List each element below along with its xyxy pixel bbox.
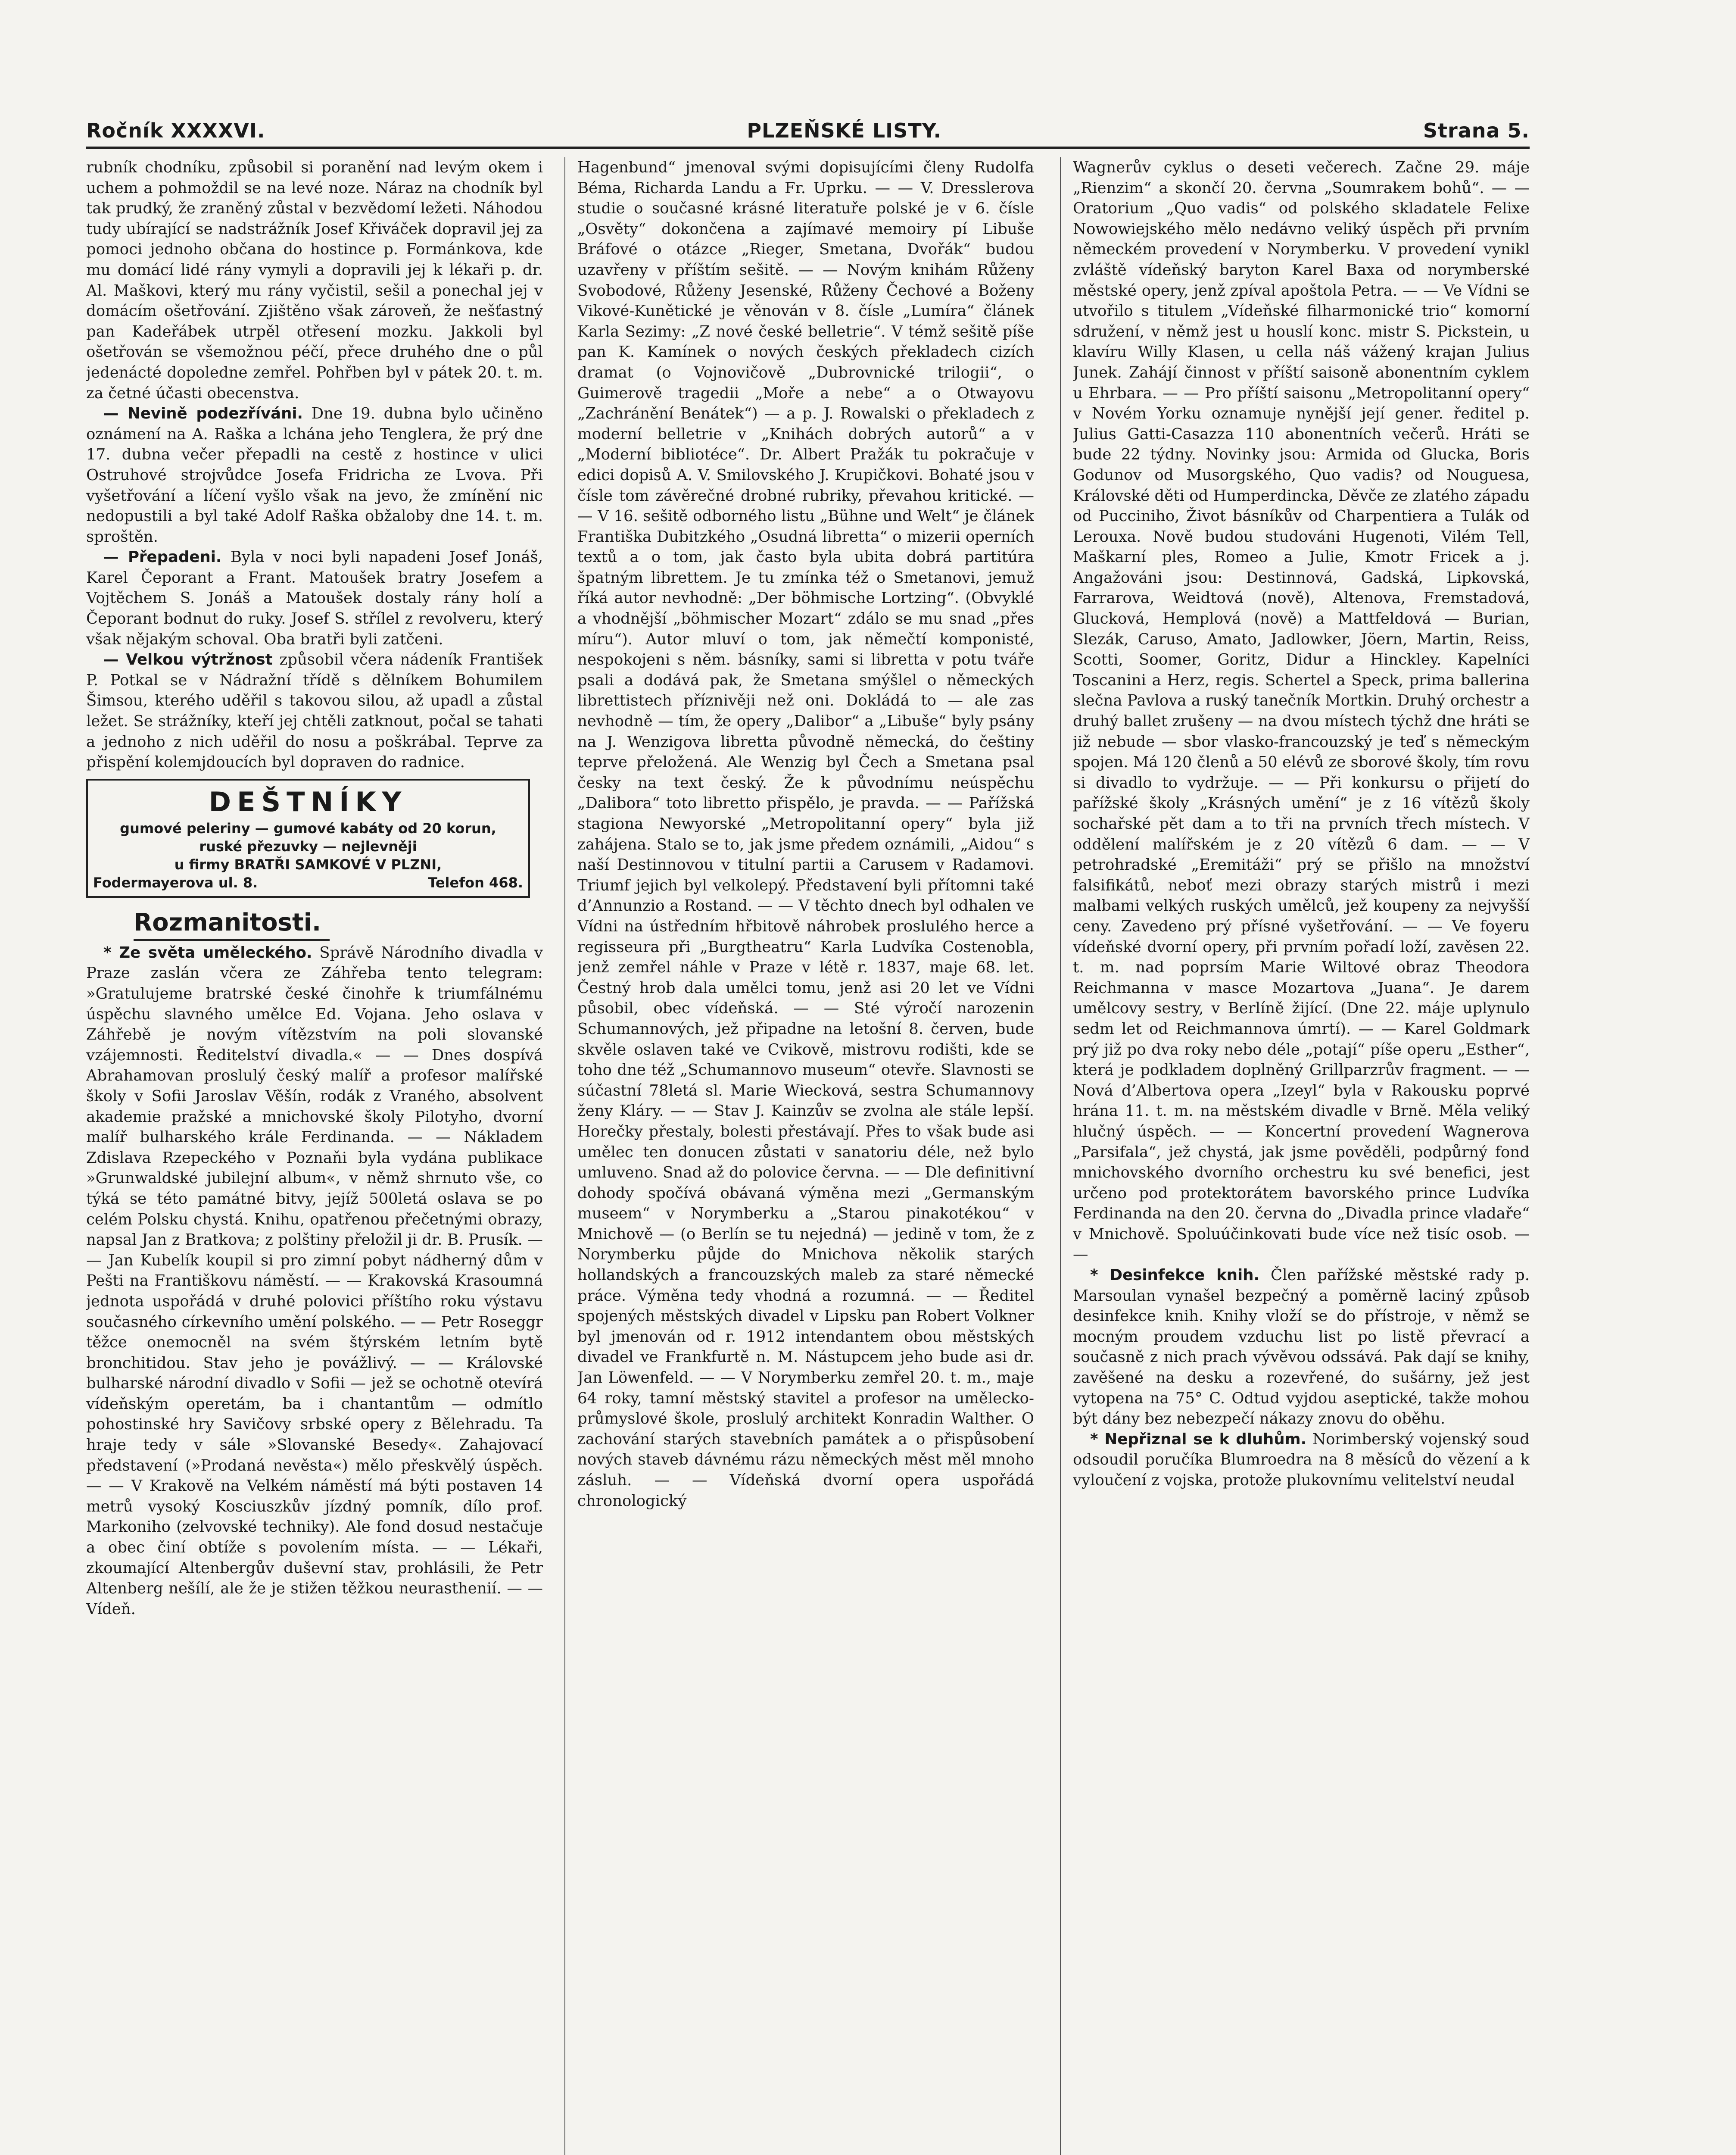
news-item-body: Byla v noci byli napadeni Josef Jonáš, Karel Čeporant a Frant. Matoušek bratry Josefem a Vojtěchem S. Jonáš a Matoušek dostaly rány holí a Čeporant bodnut do ruky. Josef S. střílel z revolveru, který však nějakým schoval. Oba bratři byli zatčeni. (86, 548, 543, 648)
header-rule (86, 147, 1530, 149)
newspaper-page (86, 103, 1530, 2155)
news-item-heading: * Nepřiznal se k dluhům. (1090, 1430, 1307, 1448)
news-item-desinfekce (1073, 1265, 1530, 1429)
ad-contact-row (93, 874, 523, 892)
volume-label: Ročník XXXXVI. (86, 119, 265, 142)
section-heading: Rozmanitosti. (134, 906, 330, 941)
news-item-body: Správě Národního divadla v Praze zaslán včera ze Záhřeba tento telegram: »Gratulujeme bratrské české činohře k triumfálnému úspěchu slavného umělce Ed. Vojana. Jeho oslava v Záhřebě je novým vítězstvím na poli slovanské vzájemnosti. Ředitelství divadla.« — — Dnes dospívá Abrahamovan proslulý český malíř a profesor malířské školy v Sofii Jaroslav Věšín, rodák z Vraného, absolvent akademie pražské a mnichovské školy Pilotyho, dvorní malíř bulharského krále Ferdinanda. — — Nákladem Zdislava Rzepeckého v Poznaňi byla vydána publikace »Grunwaldské jubilejní album«, v němž shrnuto vše, co týká se této památné bitvy, jejíž 500letá oslava se po celém Polsku chystá. Knihu, opatřenou přečetnými obrazy, napsal Jan z Bratkova; z polštiny přeložil ji dr. B. Prusík. — — Jan Kubelík koupil si pro zimní pobyt nádherný dům v Pešti na Františkovu náměstí. — — Krakovská Krasoumná jednota uspořádá v druhé polovici příštího roku výstavu současného církevního umění polského. — — Petr Roseggr těžce onemocněl na svém štýrském letním bytě bronchitidou. Stav jeho je povážlivý. — — Královské bulharské národní divadlo v Sofii — jež se ochotně otevírá vídeňským operetám, ba i chantantům — odmítlo pohostinské hry Savičovy srbské opery z Bělehradu. Ta hraje tedy v sále »Slovanské Besedy«. Zahajovací představení (»Prodaná nevěsta«) mělo přeskvělý úspěch. — — V Krakově na Velkém náměstí má býti postaven 14 metrů vysoký Kosciuszkův jízdný pomník, dílo prof. Markoniho (zelvovské techniky). Ale fond dosud nestačuje a obec činí obtíže s povolením místa. — — Lékaři, zkoumající Altenbergův duševní stav, prohlásili, že Petr Altenberg nešílí, ale že je stižen těžkou neurasthenií. — — Vídeň. (86, 943, 543, 1618)
column-rule-1 (564, 157, 565, 2155)
news-item-body: Člen pařížské městské rady p. Marsoulan vynašel bezpečný a poměrně laciný způsob desinfekce knih. Knihy vloží se do přístroje, v němž se mocným proudem vzduchu list po listě převrací a současně z nich prach vývěvou odssává. Pak dají se knihy, zavěšené na desku a rozevřené, do sušárny, jež jest vytopena na 75° C. Odtud vyjdou aseptické, takže mohou být dány bez nebezpečí nákazy znovu do oběhu. (1073, 1266, 1530, 1428)
news-item-dluhy (1073, 1429, 1530, 1491)
news-item-svet-umelecky (86, 943, 543, 1620)
ad-line: u firmy BRATŘI SAMKOVÉ V PLZNI, (174, 856, 442, 873)
page-number: Strana 5. (1423, 119, 1530, 142)
ad-title: DEŠTNÍKY (209, 786, 408, 818)
article-continuation: Hagenbund“ jmenoval svými dopisujícími členy Rudolfa Béma, Richarda Landu a Fr. Uprku. — — V. Dresslerova studie o současné krásné literatuře polské je v 6. čísle „Osvěty“ dokončena a zajímavé memoiry pí Libuše Bráfové o otázce „Rieger, Smetana, Dvořák“ budou uzavřeny v příštím sešitě. — — Novým knihám Růženy Svobodové, Růženy Jesenské, Růženy Čechové a Boženy Vikové-Kunětické je věnován v 8. čísle „Lumíra“ článek Karla Sezimy: „Z nové české belletrie“. V témž sešitě píše pan K. Kamínek o nových českých překladech cizích dramat (o Vojnovičově „Dubrovnické trilogii“, o Guimerově tragedii „Moře a nebe“ a o Otwayovu „Zachránění Benátek“) — a p. J. Rowalski o překladech z moderní belletrie v „Knihách dobrých autorů“ a v „Moderní bibliotéce“. Dr. Albert Pražák tu pokračuje v edici dopisů A. V. Smilovského J. Krupičkovi. Bohaté jsou v čísle tom závěrečné drobné rubriky, převahou kritické. — — V 16. sešitě odborného listu „Bühne und Welt“ je článek Františka Dubitzkého „Osudná libretta“ o mizerii operních textů a o tom, jak často byla ubita dobrá partitúra špatným librettem. Je tu zmínka též o Smetanovi, jemuž říká autor nevhodně: „Der böhmische Lortzing“. (Obvyklé a vhodnější „böhmischer Mozart“ zdálo se mu snad „přes míru“). Autor mluví o tom, jak němečtí komponisté, nespokojeni s něm. básníky, sami si libretta v potu tváře psali a dodává pak, že Smetana smýšlel o německých librettistech příznivěji než oni. Dokládá to — ale zas nevhodně — tím, že opery „Dalibor“ a „Libuše“ byly psány na J. Wenzigova libretta původně německá, do češtiny teprve přeložená. Ale Wenzig byl Čech a Smetana psal česky na text český. Že k původnímu neúspěchu „Dalibora“ toto libretto přispělo, je pravda. — — Pařížská stagiona Newyorské „Metropolitanní opery“ byla již zahájena. Stalo se to, jak jsme předem oznámili, „Aidou“ s naší Destinnovou v titulní partii a Carusem v Radamovi. Triumf jejich byl velkolepý. Představení byli přítomni také d’Annunzio a Rostand. — — V těchto dnech byl odhalen ve Vídni na ústředním hřbitově náhrobek proslulého herce a regisseura při „Burgtheatru“ Karla Ludvíka Costenobla, jenž zemřel náhle v Praze v létě r. 1837, maje 68. let. Čestný hrob dala umělci tomu, jenž asi 20 let ve Vídni působil, obec vídeňská. — — Sté výročí narozenin Schumannových, jež připadne na letošní 8. červen, bude skvěle oslaven také ve Cvikově, mistrovu rodišti, kde se toho dne též „Schumannovo museum“ otevře. Slavnosti se súčastní 78letá sl. Marie Wiecková, sestra Schumannovy ženy Kláry. — — Stav J. Kainzův se zvolna ale stále lepší. Horečky přestaly, bolesti přestávají. Přes to však bude asi umělec ten donucen zůstati v sanatoriu déle, než bylo umluveno. Snad až do polovice června. — — Dle definitivní dohody spočívá obávaná výměna mezi „Germanským museem“ v Norymberku a „Starou pinakotékou“ v Mnichově — (o Berlín se tu nejedná) — jedině v tom, že z Norymberku půjde do Mnichova několik starých hollandských a francouzských maleb za staré německé práce. Výměna tedy vhodná a rozumná. — — Ředitel spojených městských divadel v Lipsku pan Robert Volkner byl jmenován od r. 1912 intendantem obou městských divadel ve Frankfurtě n. M. Nástupcem jeho bude asi dr. Jan Löwenfeld. — — V Norymberku zemřel 20. t. m., maje 64 roky, tamní městský stavitel a profesor na umělecko-průmyslové škole, proslulý architekt Konradin Walther. O zachování starých stavebních památek a o přispůsobení nových staveb dávnému rázu německých měst měl mnoho zásluh. — — Vídeňská dvorní opera uspořádá chronologický (577, 159, 1034, 1510)
news-item-heading: — Nevině podezříváni. (103, 405, 303, 423)
article-continuation: rubník chodníku, způsobil si poranění nad levým okem i uchem a pohmoždil se na levé noze. Náraz na chodník byl tak prudký, že zraněný zůstal v bezvědomí ležeti. Náhodou tudy ubírající se nadstrážník Josef Křiváček dopravil jej za pomoci jednoho občana do hostince p. Formánkova, kde mu domácí lidé rány vymyli a dopravili jej k lékaři p. dr. Al. Maškovi, který mu rány vyčistil, sešil a ponechal jej v domácím ošetřování. Zjištěno však zároveň, že nešťastný pan Kadeřábek utrpěl otřesení mozku. Jakkoli byl ošetřován se všemožnou péčí, přece druhého dne o půl jedenácté dopoledne zemřel. Pohřben byl v pátek 20. t. m. za četné účasti obecenstva. (86, 159, 543, 402)
column-3 (1073, 157, 1530, 2155)
umbrella-advertisement (86, 779, 530, 898)
news-item-heading: * Desinfekce knih. (1090, 1266, 1259, 1284)
column-1 (86, 157, 543, 2155)
ad-phone: Telefon 468. (428, 874, 523, 891)
newspaper-title: PLZEŇSKÉ LISTY. (747, 119, 941, 142)
news-item-nevine (86, 403, 543, 547)
ad-line: gumové peleriny — gumové kabáty od 20 korun, (120, 820, 496, 837)
news-item-body: způsobil včera nádeník František P. Potkal se v Nádražní třídě s dělníkem Bohumilem Šimsou, kterého uděřil s takovou silou, až upadl a zůstal ležet. Se strážníky, kteří jej chtěli zatknout, počal se tahati a jednoho z nich uděřil do nosu a poškrábal. Teprve za přispění kolemjdoucích byl dopraven do radnice. (86, 651, 543, 771)
column-rule-2 (1060, 157, 1061, 2155)
news-item-heading: * Ze světa uměleckého. (103, 943, 312, 962)
column-2 (577, 157, 1034, 2155)
news-item-body: Dne 19. dubna bylo učiněno oznámení na A. Raška a lchána jeho Tenglera, že prý dne 17. dubna večer přepadli na cestě z hostince v ulici Ostruhové strojvůdce Josefa Fridricha ze Lvova. Při vyšetřování a líčení vyšlo však na jevo, že zmínění nic nedopustili a byl také Adolf Raška obžaloby dne 14. t. m. sproštěn. (86, 405, 543, 546)
page-header (86, 103, 1530, 142)
ad-line: ruské přezuvky — nejlevněji (199, 838, 417, 855)
news-item-body: Norimberský vojenský soud odsoudil poručíka Blumroedra na 8 měsíců do vězení a k vyloučení z vojska, protože plukovnímu velitelství neudal (1073, 1430, 1530, 1489)
news-item-heading: — Velkou výtržnost (103, 651, 273, 669)
news-item-heading: — Přepadeni. (103, 548, 222, 566)
ad-address: Fodermayerova ul. 8. (93, 874, 258, 891)
news-item-prepadeni (86, 547, 543, 650)
news-item-vytrznost (86, 650, 543, 773)
article-continuation: Wagnerův cyklus o deseti večerech. Začne 29. máje „Rienzim“ a skončí 20. června „Soumrakem bohů“. — — Oratorium „Quo vadis“ od polského skladatele Felixe Nowowiejského mělo nedávno veliký úspěch při prvním německém provedení v Norymberku. V provedení vynikl zvláště vídeňský baryton Karel Baxa od norymberské městské opery, jenž zpíval apoštola Petra. — — Ve Vídni se utvořilo s titulem „Vídeňské filharmonické trio“ komorní sdružení, v němž jest u houslí konc. mistr S. Pickstein, u klavíru Willy Klasen, u cella náš vážený krajan Julius Junek. Zahájí činnost v příští saisoně abonentním cyklem u Ehrbara. — — Pro příští saisonu „Metropolitanní opery“ v Novém Yorku oznamuje nynější její gener. ředitel p. Julius Gatti-Casazza 110 abonentních večerů. Hráti se bude 22 týdny. Novinky jsou: Armida od Glucka, Boris Godunov od Musorgského, Quo vadis? od Nouguesa, Královské děti od Humperdincka, Děvče ze zlatého západu od Pucciniho, Život básníkův od Charpentiera a Tulák od Lerouxa. Nově budou studováni Hugenoti, Vilém Tell, Maškarní ples, Romeo a Julie, Kmotr Fricek a j. Angažováni jsou: Destinnová, Gadská, Lipkovská, Farrarova, Weidtová (nově), Altenova, Fremstadová, Glucková, Hemplová (nově) a Mattfeldová — Burian, Slezák, Caruso, Amato, Jadlowker, Jöern, Martin, Reiss, Scotti, Soomer, Goritz, Didur a Hinckley. Kapelníci Toscanini a Herz, regis. Schertel a Speck, prima ballerina slečna Pavlova a ruský tanečník Mortkin. Druhý orchestr a druhý ballet zrušeny — na dvou místech týchž dne hráti se již nebude — sbor vlasko-francouzský je teď s německým spojen. Má 120 členů a 50 elévů ze sborové školy, tím rovu si divadlo to vydržuje. — — Při konkursu o přijetí do pařížské školy „Krásných umění“ je z 16 vítězů školy sochařské pět dam a to tři na prvních třech místech. V oddělení malířském je z 20 vítězů 6 dam. — — V petrohradské „Eremitáži“ prý se přišlo na množství falsifikátů, neboť mezi obrazy starých mistrů i mezi malbami velkých ruských umělců, jež koupeny za nejvyšší ceny. Zavedeno prý přísné vyšetřování. — — Ve foyeru vídeňské dvorní opery, při prvním pořadí loží, zavěsen 22. t. m. nad poprsím Marie Wiltové obraz Theodora Reichmanna v masce Mozartova „Juana“. Je darem umělcovy sestry, v Berlíně žijící. (Dne 22. máje uplynulo sedm let od Reichmannova úmrtí). — — Karel Goldmark prý již po dva roky nebo déle „potají“ píše operu „Esther“, která je podkladem doplněný Grillparzrův fragment. — — Nová d’Albertova opera „Izeyl“ byla v Rakousku poprvé hrána 11. t. m. na městském divadle v Brně. Měla veliký hlučný úspěch. — — Koncertní provedení Wagnerova „Parsifala“, jež chystá, jak jsme pověděli, podpůrný fond mnichovského dvorního orchestru ku své benefici, jest určeno pod protektorátem bavorského prince Ludvíka Ferdinanda na den 20. června do „Divadla prince vladaře“ v Mnichově. Spoluúčinkovati bude více než tisíc osob. — — (1073, 159, 1530, 1264)
